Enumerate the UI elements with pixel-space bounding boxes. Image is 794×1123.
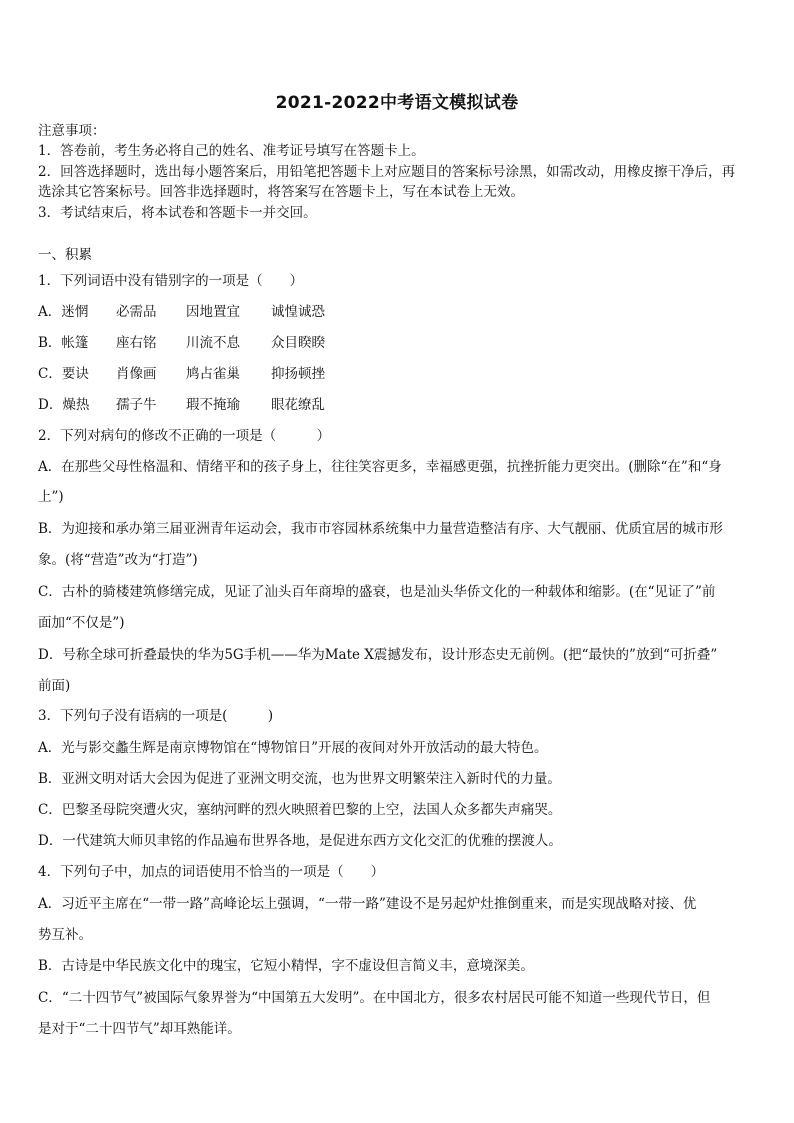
option-word: 鸠占雀巢: [186, 366, 240, 382]
notice-heading: 注意事项：: [38, 123, 106, 139]
question-line: 象。(将“营造”改为“打造”): [38, 552, 198, 568]
page-title: 2021-2022中考语文模拟试卷: [275, 93, 519, 113]
question-line: C．“二十四节气”被国际气象界誉为“中国第五大发明”。在中国北方，很多农村居民可能不知道一些现代节日，但: [38, 990, 711, 1006]
option-word: 众目睽睽: [271, 335, 325, 351]
notice-item: 选涂其它答案标号。回答非选择题时，将答案写在答题卡上，写在本试卷上无效。: [38, 184, 524, 200]
question-line: C．古朴的骑楼建筑修缮完成，见证了汕头百年商埠的盛衰，也是汕头华侨文化的一种载体和缩影。(在“见证了”前: [38, 584, 716, 600]
question-line: B．亚洲文明对话大会因为促进了亚洲文明交流，也为世界文明繁荣注入新时代的力量。: [38, 771, 561, 787]
question-line: B．为迎接和承办第三届亚洲青年运动会，我市市容园林系统集中力量营造整洁有序、大气靓丽、优质宜居的城市形: [38, 521, 723, 537]
question-line: C．巴黎圣母院突遭火灾，塞纳河畔的烈火映照着巴黎的上空，法国人众多都失声痛哭。: [38, 802, 562, 818]
question-line: 势互补。: [38, 927, 92, 943]
question-line: D．一代建筑大师贝聿铭的作品遍布世界各地，是促进东西方文化交汇的优雅的摆渡人。: [38, 833, 562, 849]
question-line: A．在那些父母性格温和、情绪平和的孩子身上，往往笑容更多，幸福感更强，抗挫折能力更突出。(删除“在”和“身: [38, 459, 722, 475]
option-word: 孺子牛: [116, 397, 157, 413]
option-label: D．燥热: [38, 397, 90, 413]
question-line: A．习近平主席在“一带一路”高峰论坛上强调，“一带一路”建设不是另起炉灶推倒重来，而是实现战略对接、优: [38, 896, 697, 912]
notice-item: 3．考试结束后，将本试卷和答题卡一并交回。: [38, 205, 317, 221]
option-word: 座右铭: [116, 335, 157, 351]
option-word: 眼花缭乱: [271, 397, 325, 413]
question-line: 是对于“二十四节气”却耳熟能详。: [38, 1021, 241, 1037]
option-word: 因地置宜: [186, 304, 240, 320]
question-line: B．古诗是中华民族文化中的瑰宝，它短小精悍，字不虚设但言简义丰，意境深美。: [38, 958, 534, 974]
notice-item: 2．回答选择题时，选出每小题答案后，用铅笔把答题卡上对应题目的答案标号涂黑，如需改动，用橡皮擦干净后，再: [38, 164, 736, 180]
option-label: B．帐篷: [38, 335, 89, 351]
option-label: C．要诀: [38, 366, 89, 382]
question-stem: 3．下列句子没有语病的一项是( ): [38, 708, 274, 724]
question-line: D．号称全球可折叠最快的华为5G手机——华为Mate X震撼发布，设计形态史无前例。(把“最快的”放到“可折叠”: [38, 647, 718, 663]
notice-item: 1．答卷前，考生务必将自己的姓名、准考证号填写在答题卡上。: [38, 143, 425, 159]
option-label: A．迷惘: [38, 304, 89, 320]
question-stem: 1．下列词语中没有错别字的一项是（ ）: [38, 273, 304, 289]
question-line: 前面): [38, 678, 71, 694]
option-word: 必需品: [116, 304, 157, 320]
question-line: 面加“不仅是”): [38, 615, 125, 631]
option-word: 抑扬顿挫: [271, 366, 325, 382]
option-word: 瑕不掩瑜: [186, 397, 240, 413]
question-line: A．光与影交蠡生辉是南京博物馆在“博物馆日”开展的夜间对外开放活动的最大特色。: [38, 740, 548, 756]
question-stem: 2．下列对病句的修改不正确的一项是（ ）: [38, 428, 331, 444]
option-word: 诚惶诚恐: [271, 304, 325, 320]
option-word: 肖像画: [116, 366, 157, 382]
option-word: 川流不息: [186, 335, 240, 351]
question-stem: 4．下列句子中，加点的词语使用不恰当的一项是（ ）: [38, 864, 385, 880]
question-line: 上”): [38, 489, 64, 505]
section-heading: 一、积累: [38, 247, 92, 263]
